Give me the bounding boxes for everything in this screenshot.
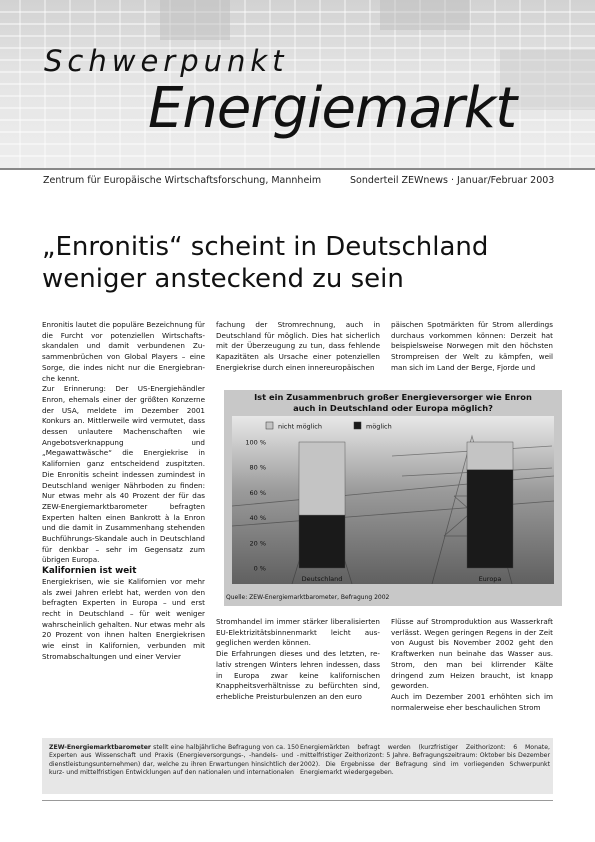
- chart-svg: [232, 416, 554, 584]
- x-tick-label: Deutschland: [301, 575, 343, 583]
- info-box-right: Energiemärkten befragt werden (kurzfristiger Zeithorizont: 6 Monate, mittelfristiger Zeithorizont: 5 Jahre. Befragungszeitraum: Oktober bis Dezember 2002). Die Ergebnisse der Befragung sind im vorliegenden Schwerpunkt Energiemarkt wiedergegeben.: [300, 744, 550, 777]
- chart-source: Quelle: ZEW-Energiemarktbarometer, Befragung 2002: [226, 594, 390, 601]
- info-box-left: [49, 744, 299, 778]
- bottom-rule: [42, 800, 553, 801]
- bar-segment: [467, 442, 513, 470]
- y-tick-label: 100 %: [245, 438, 266, 447]
- bar-segment: [299, 442, 345, 515]
- masthead-kicker: Schwerpunkt: [44, 44, 289, 78]
- article-column-3-top: [391, 320, 553, 374]
- legend-swatch: [354, 422, 361, 429]
- article-headline: „Enronitis“ scheint in Deutschland weniger ansteckend zu sein: [42, 232, 489, 294]
- paragraph: päischen Spotmärkten für Strom allerdings durchaus vorkommen können: Derzeit hat beispielsweise Norwegen mit den höchsten Strompreisen der Welt zu kämpfen, weil man sich im Land der Berge, Fjorde und: [391, 320, 553, 372]
- paragraph: fachung der Stromrechnung, auch in Deutschland für möglich. Dies hat sicherlich mit der Überzeugung zu tun, dass fehlende Kapazitäten als Ursache einer potenziellen Energiekrise durch einen innereuropäischen: [216, 320, 380, 372]
- masthead-divider: [0, 168, 595, 170]
- y-tick-label: 40 %: [249, 514, 266, 523]
- paragraph: Zur Erinnerung: Der US-Energiehändler Enron, ehemals einer der größten Konzerne der USA, meldete im Dezember 2001 Konkurs an. Mittlerweile wird vermutet, dass dessen unlautere Machenschaften wie Angebotsverknappung und „Megawattwäsche“ die Energiekrise in Kalifornien ganz entscheidend zuspitzten. Die Enronitis scheint indessen zumindest in Deutschland weniger Nährboden zu finden: Nur etwas mehr als 40 Prozent der für das ZEW-Energiemarktbarometer befragten Experten halten einen Bankrott à la Enron und die damit in Zusammenhang stehenden Buchführungs-Skandale auch in Deutschland für denkbar – sehr im Gegensatz zum übrigen Europa.: [42, 384, 205, 565]
- article-column-3-bottom: [391, 617, 553, 713]
- chart-legend: [266, 422, 392, 431]
- article-column-2-bottom: [216, 617, 380, 703]
- paragraph: Die Erfahrungen dieses und des letzten, relativ strengen Winters lehren indessen, dass in Europa zwar keine kalifornischen Knappheitsverhältnisse zu befürchten sind, erhebliche Preisturbulenzen an den euro: [216, 649, 380, 701]
- subheading: Kalifornien ist weit: [42, 566, 137, 577]
- chart-plot-area: [232, 416, 554, 584]
- x-tick-label: Europa: [478, 575, 502, 583]
- info-box: [42, 738, 553, 794]
- legend-swatch: [266, 422, 273, 429]
- publisher-line: Zentrum für Europäische Wirtschaftsforschung, Mannheim: [43, 175, 322, 186]
- paragraph: Energiekrisen, wie sie Kalifornien vor mehr als zwei Jahren erlebt hat, werden von den befragten Experten in Europa – und erst recht in Deutschland – für weit weniger wahrscheinlich gehalten. Nur etwas mehr als 20 Prozent von ihnen halten Energiekrisen wie einst in Kalifornien, verbunden mit Stromabschaltungen und einer Vervier: [42, 576, 205, 661]
- issue-line: Sonderteil ZEWnews · Januar/Februar 2003: [350, 175, 555, 186]
- chart-title: [224, 392, 562, 414]
- article-column-1: [42, 320, 205, 663]
- paragraph: Flüsse auf Stromproduktion aus Wasserkraft verlässt. Wegen geringen Regens in der Zeit von August bis November 2002 geht den Kraftwerken nun beinahe das Wasser aus. Strom, den man bei klirrender Kälte dringend zum Heizen braucht, ist knapp geworden.: [391, 617, 553, 691]
- y-tick-label: 60 %: [249, 488, 266, 497]
- article-column-2-top: [216, 320, 380, 374]
- chart-figure: [224, 390, 562, 606]
- chart-title-line-2: auch in Deutschland oder Europa möglich?: [293, 403, 493, 413]
- masthead-banner: [0, 0, 595, 168]
- legend-label: möglich: [366, 422, 392, 431]
- legend-label: nicht möglich: [278, 422, 322, 431]
- info-box-left-text: stellt eine halbjährliche Befragung von ca. 150 Experten aus Wissenschaft und Praxis (Energieversorgungs-, -handels- und -dienstleistungsunternehmen) dar, welche zu ihren Erwartungen hinsichtlich der kurz- und mittelfristigen Entwicklungen auf den nationalen und internationalen: [49, 744, 299, 777]
- masthead-title: Energiemarkt: [148, 76, 517, 141]
- y-axis: [245, 439, 266, 573]
- y-tick-label: 80 %: [249, 463, 266, 472]
- paragraph: Enronitis lautet die populäre Bezeichnung für die Furcht vor potenziellen Wirtschaftsskandalen und damit verbundenen Zusammenbrüchen von Global Players – eine Sorge, die indes nicht nur die Energiebranche kennt.: [42, 320, 205, 383]
- paragraph: Stromhandel im immer stärker liberalisierten EU-Elektrizitätsbinnenmarkt leicht ausgeglichen werden können.: [216, 617, 380, 648]
- bar-segment: [467, 470, 513, 568]
- chart-title-line-1: Ist ein Zusammenbruch großer Energieversorger wie Enron: [254, 392, 532, 402]
- y-tick-label: 20 %: [249, 539, 266, 548]
- info-box-brand: ZEW-Energiemarktbarometer: [49, 744, 151, 751]
- y-tick-label: 0 %: [253, 564, 266, 573]
- bar-segment: [299, 515, 345, 568]
- paragraph: Auch im Dezember 2001 erhöhten sich im normalerweise eher beschaulichen Strom: [391, 691, 553, 712]
